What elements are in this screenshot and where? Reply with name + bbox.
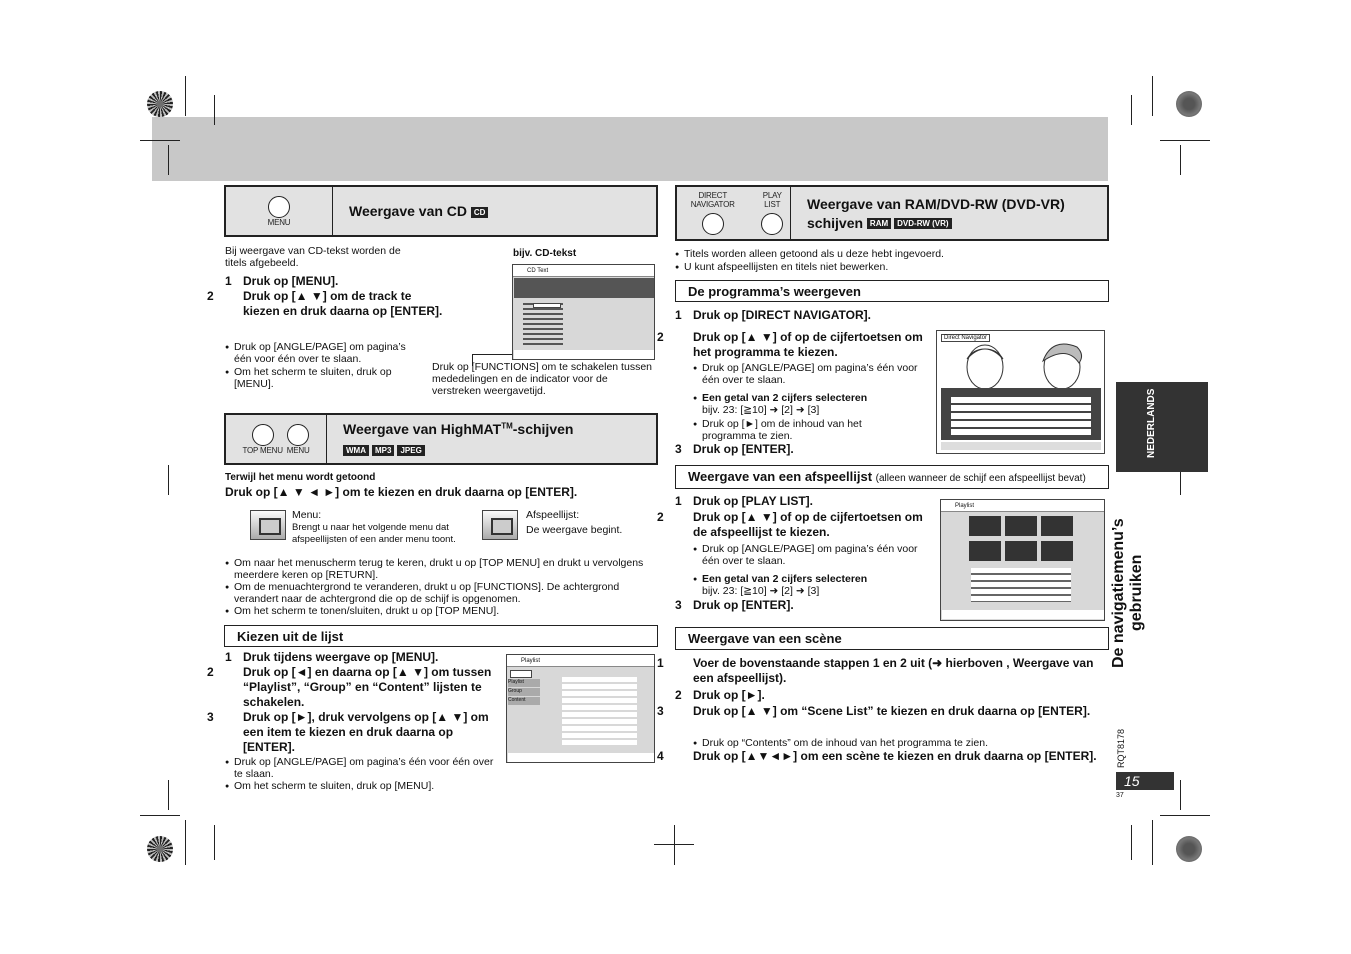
menu-button-label: MENU (267, 217, 291, 227)
ram-bullet-1: ● Titels worden alleen getoond als u deze hebt ingevoerd. (675, 248, 1105, 260)
step-text: Druk op [DIRECT NAVIGATOR]. (693, 308, 871, 322)
step-text: Druk tijdens weergave op [MENU]. (243, 650, 439, 664)
menu-button-label: MENU (286, 445, 310, 455)
crop-line (1131, 825, 1132, 860)
cd-example-label: bijv. CD-tekst (513, 248, 577, 259)
list-screen-tab: Group (508, 688, 540, 696)
step-number: 4 (657, 749, 664, 763)
menu-folder-icon (250, 510, 286, 540)
step-number: 1 (225, 274, 232, 288)
list-bullet-1: ● Druk op [ANGLE/PAGE] om pagina’s één voor één over te slaan. (225, 756, 495, 780)
list-bullet-2: ● Om het scherm te sluiten, druk op [MENU]. (225, 780, 495, 792)
highmat-buttons-graphic (226, 415, 327, 463)
crop-line (1152, 76, 1153, 116)
list-playlist-screen (506, 654, 655, 763)
language-tab (1116, 382, 1208, 472)
crop-line (185, 76, 186, 116)
programs-bullet-2-bold: Een getal van 2 cijfers selecteren (702, 392, 868, 404)
highmat-bullet-2: ● Om de menuachtergrond te veranderen, drukt u op [FUNCTIONS]. De achtergrond verandert naar de achtergrond die op de schijf is opgenomen. (225, 581, 645, 605)
menu-desc: Brengt u naar het volgende menu dat afspeellijsten of een ander menu toont. (292, 522, 456, 545)
list-step-1 (225, 650, 495, 665)
highmat-while-menu: Terwijl het menu wordt getoond (225, 472, 376, 483)
step-text: Druk op [PLAY LIST]. (693, 494, 814, 508)
playlist-title (675, 465, 1109, 489)
playlist-title-note: (alleen wanneer de schijf een afspeellijst bevat) (875, 473, 1086, 484)
step-number: 2 (207, 289, 214, 303)
step-text: Druk op [▲ ▼] of op de cijfertoetsen om het programma te kiezen. (693, 330, 923, 359)
step-number: 1 (675, 308, 682, 322)
dvd-rw-badge: DVD-RW (VR) (894, 218, 951, 229)
callout-line (472, 354, 512, 355)
page-small-number: 37 (1116, 792, 1124, 799)
highmat-title-sup: TM (501, 421, 513, 431)
page-number: 15 (1116, 772, 1174, 790)
programs-bullet-3: ● Druk op [►] om de inhoud van het programma te zien. (693, 418, 893, 442)
top-menu-button-label: TOP MENU (242, 445, 283, 455)
list-step-2 (207, 665, 495, 710)
step-number: 3 (675, 442, 682, 456)
highmat-bullet-3: ● Om het scherm te tonen/sluiten, drukt u op [TOP MENU]. (225, 605, 645, 617)
crop-line (674, 825, 675, 865)
cd-bullet-2: ● Om het scherm te sluiten, druk op [MENU]. (225, 366, 415, 390)
document-code: RQT8178 (1116, 728, 1126, 768)
playlist-footer (942, 610, 1104, 619)
crop-line (1160, 140, 1210, 141)
registration-rosette-bottom-left (147, 836, 173, 862)
playlist-desc: De weergave begint. (526, 524, 623, 536)
step-number: 1 (675, 494, 682, 508)
playlist-thumbnails (969, 516, 1073, 561)
highmat-bullet-1: ● Om naar het menuscherm terug te keren, drukt u op [TOP MENU] en drukt u vervolgens meerdere keren op [RETURN]. (225, 557, 645, 581)
highmat-section-title (327, 415, 573, 463)
menu-button-icon (287, 424, 309, 446)
highmat-title-text: Weergave van HighMAT (343, 421, 502, 437)
crop-line (1180, 780, 1181, 810)
chapter-vertical-title: De navigatiemenu’s gebruiken (1110, 518, 1145, 668)
direct-navigator-screen-title: Direct Navigator (941, 334, 990, 342)
crop-line (185, 820, 186, 865)
crop-line (168, 780, 169, 810)
ram-section-title (791, 187, 1065, 239)
step-number: 2 (657, 510, 664, 524)
direct-navigator-rows (951, 397, 1091, 437)
programs-step-1 (675, 308, 935, 323)
playlist-bullet-2-bold: Een getal van 2 cijfers selecteren (702, 573, 868, 585)
ram-section-header (675, 185, 1109, 241)
crop-line (1160, 815, 1210, 816)
cd-text-screen-footer (514, 350, 654, 359)
direct-navigator-label: DIRECT NAVIGATOR (690, 191, 735, 209)
crop-line (654, 844, 694, 845)
crop-line (168, 465, 169, 495)
crop-line (214, 825, 215, 860)
list-section-title: Kiezen uit de lijst (224, 625, 658, 647)
playlist-icon (482, 510, 518, 540)
cd-text-screen-list (523, 303, 563, 347)
playlist-screen-title: Playlist (941, 500, 1104, 512)
playlist-step-3 (675, 598, 935, 613)
registration-rosette-bottom-right (1176, 836, 1202, 862)
step-text: Druk op [◄] en daarna op [▲ ▼] om tussen “Playlist”, “Group” en “Content” lijsten te schakelen. (243, 665, 492, 709)
step-number: 2 (207, 665, 214, 679)
step-number: 2 (675, 688, 682, 702)
crop-line (1152, 820, 1153, 865)
list-screen-tab: Playlist (508, 679, 540, 687)
step-text: Druk op [►]. (693, 688, 765, 702)
direct-navigator-footer (941, 442, 1101, 450)
step-text: Druk op [▲ ▼] om “Scene List” te kiezen en druk daarna op [ENTER]. (693, 704, 1091, 718)
cd-text-screen (512, 264, 655, 360)
cd-section-title (333, 187, 491, 235)
playlist-screen (940, 499, 1105, 621)
step-number: 3 (675, 598, 682, 612)
crop-line (214, 95, 215, 125)
programs-step-3 (675, 442, 935, 457)
highmat-instruction: Druk op [▲ ▼ ◄ ►] om te kiezen en druk daarna op [ENTER]. (225, 485, 578, 499)
step-number: 2 (657, 330, 664, 344)
scene-title: Weergave van een scène (675, 627, 1109, 650)
direct-navigator-screen (936, 330, 1105, 454)
cd-text-screen-info (514, 278, 654, 298)
ram-buttons-graphic (677, 187, 791, 239)
language-tab-label: NEDERLANDS (1146, 388, 1157, 458)
playlist-bullet-1: ● Druk op [ANGLE/PAGE] om pagina’s één voor één over te slaan. (693, 543, 928, 567)
playlist-step-1 (675, 494, 935, 509)
step-text: Druk op [▲ ▼] om de track te kiezen en druk daarna op [ENTER]. (243, 289, 443, 318)
crop-line (140, 815, 180, 816)
cd-badge: CD (471, 207, 489, 218)
scene-step-3 (657, 704, 1100, 719)
crop-line (1180, 145, 1181, 175)
highmat-title-suffix: -schijven (512, 421, 574, 437)
step-number: 1 (225, 650, 232, 664)
playlist-label: Afspeellijst: (526, 509, 580, 521)
crop-line (1131, 95, 1132, 125)
list-playlist-screen-title: Playlist (507, 655, 654, 667)
faces-illustration (957, 337, 1097, 393)
crop-line (140, 140, 180, 141)
cd-section-header (224, 185, 658, 237)
playlist-step-2 (657, 510, 930, 540)
cd-text-screen-selection (533, 303, 561, 308)
highmat-section-header (224, 413, 658, 465)
header-band (152, 117, 1108, 181)
step-number: 3 (657, 704, 664, 718)
step-text: Voer de bovenstaande stappen 1 en 2 uit (➜ hierboven , Weergave van een afspeellijst). (693, 656, 1094, 685)
playlist-title-text: Weergave van een afspeellijst (688, 469, 873, 484)
menu-button-icon (268, 196, 290, 218)
wma-badge: WMA (343, 445, 369, 456)
step-text: Druk op [►], druk vervolgens op [▲ ▼] om een item te kiezen en druk daarna op [ENTER]. (243, 710, 489, 754)
step-text: Druk op [▲ ▼] of op de cijfertoetsen om de afspeellijst te kiezen. (693, 510, 923, 539)
programs-bullet-2 (693, 392, 918, 416)
scene-bullet: ● Druk op “Contents” om de inhoud van het programma te zien. (693, 737, 1103, 749)
menu-label: Menu: (292, 509, 322, 521)
registration-rosette-top-left (147, 91, 173, 117)
step-text: Druk op [ENTER]. (693, 442, 794, 456)
playlist-rows (971, 568, 1071, 602)
direct-navigator-button-icon (702, 213, 724, 235)
play-list-label: PLAY LIST (762, 191, 782, 209)
step-text: Druk op [ENTER]. (693, 598, 794, 612)
playlist-bullet-2-example: bijv. 23: [≧10] ➜ [2] ➜ [3] (702, 585, 820, 597)
cd-section-title-text: Weergave van CD (349, 203, 468, 219)
scene-step-1 (657, 656, 1100, 686)
ram-title-line1: Weergave van RAM/DVD-RW (DVD-VR) (807, 195, 1065, 212)
ram-bullet-2: ● U kunt afspeellijsten en titels niet bewerken. (675, 261, 1105, 273)
ram-title-line2: schijven (807, 214, 864, 231)
menu-button-graphic (226, 187, 333, 235)
playlist-bullet-2 (693, 573, 918, 597)
list-screen-footer (508, 753, 654, 762)
programs-bullet-2-example: bijv. 23: [≧10] ➜ [2] ➜ [3] (702, 404, 820, 416)
cd-callout: Druk op [FUNCTIONS] om te schakelen tussen mededelingen en de indicator voor de verstreken weergavetijd. (432, 361, 652, 397)
list-screen-tab: Content (508, 697, 540, 705)
registration-rosette-top-right (1176, 91, 1202, 117)
cd-text-screen-title: CD Text (513, 265, 654, 277)
programs-bullet-1: ● Druk op [ANGLE/PAGE] om pagina’s één voor één over te slaan. (693, 362, 918, 386)
list-screen-rows (562, 677, 637, 745)
cd-intro: Bij weergave van CD-tekst worden de titels afgebeeld. (225, 245, 401, 269)
play-list-button-icon (761, 213, 783, 235)
cd-step-1 (225, 274, 445, 289)
step-text: Druk op [▲▼◄►] om een scène te kiezen en druk daarna op [ENTER]. (693, 749, 1097, 763)
list-step-3 (207, 710, 495, 755)
jpeg-badge: JPEG (397, 445, 424, 456)
scene-step-4 (657, 749, 1100, 764)
list-screen-logo (510, 670, 532, 678)
mp3-badge: MP3 (372, 445, 394, 456)
step-number: 3 (207, 710, 214, 724)
cd-bullet-1: ● Druk op [ANGLE/PAGE] om pagina’s één voor één over te slaan. (225, 341, 425, 365)
step-number: 1 (657, 656, 664, 670)
cd-step-2 (207, 289, 445, 319)
scene-step-2 (675, 688, 935, 703)
programs-title: De programma’s weergeven (675, 280, 1109, 302)
ram-badge: RAM (867, 218, 891, 229)
crop-line (168, 145, 169, 175)
step-text: Druk op [MENU]. (243, 274, 339, 288)
programs-step-2 (657, 330, 925, 360)
top-menu-button-icon (252, 424, 274, 446)
